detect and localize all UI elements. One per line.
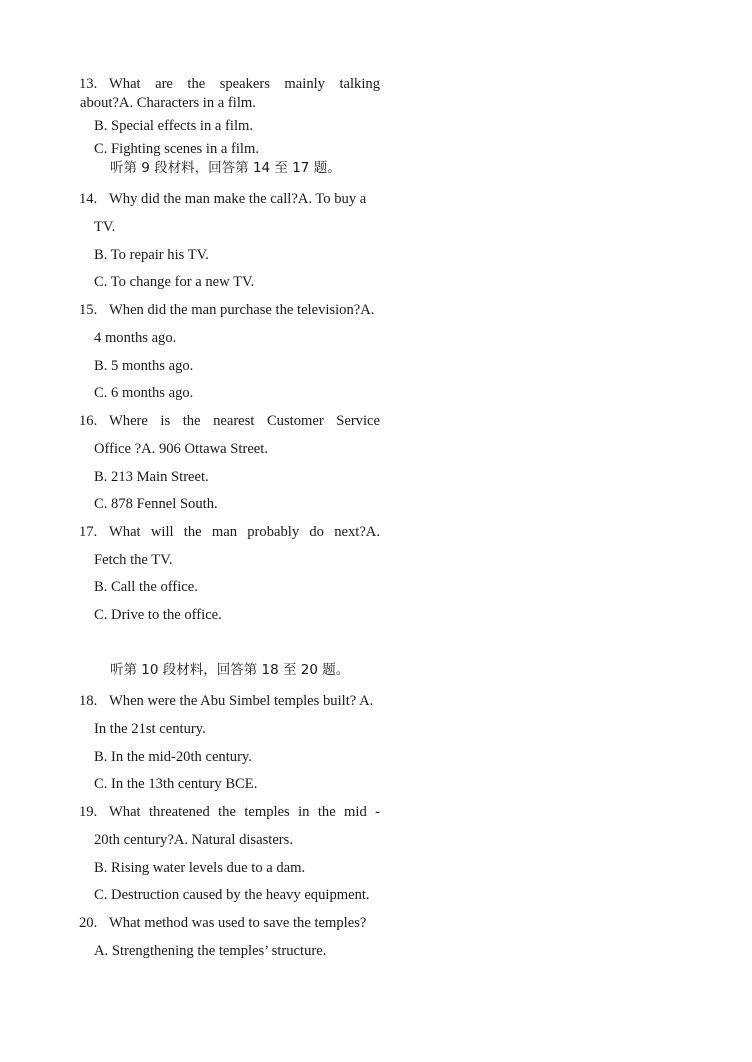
question-stem: Why did the man make the call?A. To buy a — [109, 191, 367, 207]
option-b: B. Rising water levels due to a dam. — [94, 860, 306, 876]
question-stem: Where is the nearest Customer Service — [109, 413, 380, 429]
question-stem: When did the man purchase the television?A. — [109, 302, 375, 318]
option-b: B. To repair his TV. — [94, 247, 209, 263]
question-stem-continued: TV. — [94, 219, 116, 235]
option-b: B. Special effects in a film. — [94, 118, 253, 134]
question-stem: When were the Abu Simbel temples built? A. — [109, 693, 374, 709]
question-stem-continued: about?A. Characters in a film. — [80, 95, 256, 111]
option-c: C. 878 Fennel South. — [94, 496, 218, 512]
option-b: B. Call the office. — [94, 579, 198, 595]
question-stem: What are the speakers mainly talking — [109, 76, 380, 92]
option-c: C. Destruction caused by the heavy equipment. — [94, 887, 370, 903]
option-b: B. 5 months ago. — [94, 358, 194, 374]
option-c: C. 6 months ago. — [94, 385, 194, 401]
question-stem-continued: 4 months ago. — [94, 330, 177, 346]
option-c: C. Drive to the office. — [94, 607, 222, 623]
question-number: 14. — [79, 191, 98, 207]
question-stem-continued: 20th century?A. Natural disasters. — [94, 832, 293, 848]
option-b: B. 213 Main Street. — [94, 469, 209, 485]
question-stem-continued: Office ?A. 906 Ottawa Street. — [94, 441, 268, 457]
option-c: C. To change for a new TV. — [94, 274, 255, 290]
option-c: C. In the 13th century BCE. — [94, 776, 258, 792]
question-stem-continued: Fetch the TV. — [94, 552, 173, 568]
question-stem: What method was used to save the temples? — [109, 915, 367, 931]
option-b: B. In the mid-20th century. — [94, 749, 252, 765]
question-stem-continued: In the 21st century. — [94, 721, 206, 737]
question-number: 15. — [79, 302, 98, 318]
question-number: 13. — [79, 76, 98, 92]
question-number: 16. — [79, 413, 98, 429]
option-a: A. Strengthening the temples’ structure. — [94, 943, 327, 959]
section-instruction: 听第 9 段材料，回答第 14 至 17 题。 — [110, 160, 341, 176]
question-number: 19. — [79, 804, 98, 820]
question-number: 17. — [79, 524, 98, 540]
option-c: C. Fighting scenes in a film. — [94, 141, 259, 157]
question-number: 20. — [79, 915, 98, 931]
section-instruction: 听第 10 段材料，回答第 18 至 20 题。 — [110, 662, 350, 678]
question-stem: What threatened the temples in the mid - — [109, 804, 380, 820]
question-number: 18. — [79, 693, 98, 709]
question-stem: What will the man probably do next?A. — [109, 524, 380, 540]
